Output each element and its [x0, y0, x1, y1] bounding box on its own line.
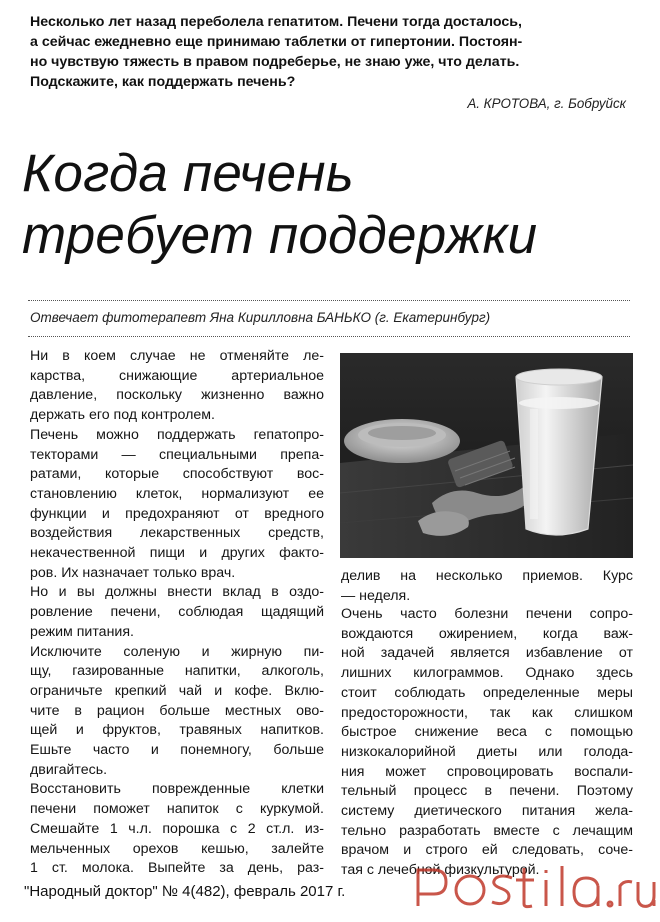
headline-line-1: Когда печень [22, 144, 354, 203]
text-line: Исключите соленую и жирную пи- [30, 643, 324, 660]
question-line: Несколько лет назад переболела гепатитом. Печени тогда досталось, [30, 14, 522, 30]
article-headline [22, 143, 642, 267]
text-line: держать его под контролем. [30, 407, 215, 424]
question-line: а сейчас ежедневно еще принимаю таблетки от гипертонии. Постоян- [30, 34, 523, 50]
expert-byline: Отвечает фитотерапевт Яна Кирилловна БАНЬКО (г. Екатеринбург) [30, 310, 491, 325]
text-line: Ни в коем случае не отменяйте ле- [30, 348, 324, 364]
text-line: Очень часто болезни печени сопро- [341, 606, 633, 622]
postila-watermark [412, 856, 660, 916]
postila-logo-icon [412, 856, 660, 916]
text-line: Печень можно поддержать гепатопро- [30, 426, 324, 443]
text-line: щу, газированные напитки, алкоголь, [30, 663, 324, 680]
text-line: 1 ст. молока. Выпейте за день, раз- [30, 860, 324, 877]
text-line: мельченных орехов кешью, залейте [30, 840, 324, 857]
question-line: Подскажите, как поддержать печень? [30, 74, 296, 90]
text-line: ровление печени, соблюдая щадящий [30, 604, 324, 621]
text-line: воздействия лекарственных средств, [30, 525, 324, 542]
photo-illustration [340, 353, 633, 558]
text-line: систему диетического питания жела- [341, 803, 633, 820]
right-column [341, 605, 633, 881]
text-line: печени поможет напиток с куркумой. [30, 801, 324, 818]
text-line: лишних килограммов. Однако здесь [341, 665, 633, 682]
text-line: функции и предохраняют от вредного [30, 505, 324, 522]
text-line: Ешьте часто и понемногу, больше [30, 742, 324, 759]
right-column-continuation [341, 567, 633, 606]
text-line: тельный процесс в печени. Поэтому [341, 783, 633, 800]
text-line: делив на несколько приемов. Курс [341, 568, 633, 584]
text-line: карства, снижающие артериальное [30, 367, 324, 384]
text-line: вождаются ожирением, когда важ- [341, 625, 633, 642]
text-line: режим питания. [30, 623, 134, 640]
text-line: быстрое снижение веса с помощью [341, 724, 633, 741]
text-line: Смешайте 1 ч.л. порошка с 2 ст.л. из- [30, 820, 324, 837]
text-line: чите в рацион больше местных ово- [30, 702, 324, 719]
text-line: щей и фруктов, травяных напитков. [30, 722, 324, 739]
dotted-divider-bottom [28, 336, 630, 337]
headline-line-2: требует поддержки [22, 206, 538, 265]
reader-question [30, 12, 630, 92]
text-line: врачом и строго ей следовать, соче- [341, 842, 633, 859]
text-line: ратами, которые способствуют вос- [30, 466, 324, 483]
dotted-divider-top [28, 300, 630, 301]
text-line: некачественной пищи и других факто- [30, 545, 324, 562]
text-line: стоит соблюдать определенные меры [341, 684, 633, 701]
text-line: — неделя. [341, 587, 411, 604]
question-line: но чувствую тяжесть в правом подреберье, не знаю уже, что делать. [30, 54, 520, 70]
text-line: тельно разработать вместе с лечащим [341, 822, 633, 839]
text-line: ров. Их назначает только врач. [30, 564, 236, 581]
text-line: предосторожности, так как слишком [341, 704, 633, 721]
text-line: становлению клеток, нормализуют ее [30, 485, 324, 502]
text-line: ной задачей является избавление от [341, 645, 633, 662]
turmeric-milk-photo [340, 353, 633, 558]
text-line: Восстановить поврежденные клетки [30, 781, 324, 798]
text-line: Но и вы должны внести вклад в оздо- [30, 584, 324, 601]
question-author: А. КРОТОВА, г. Бобруйск [467, 96, 626, 111]
text-line: тая с лечебной физкультурой. [341, 862, 540, 879]
text-line: двигайтесь. [30, 761, 108, 778]
left-column [30, 347, 324, 879]
publication-source: "Народный доктор" № 4(482), февраль 2017 г. [24, 883, 346, 900]
text-line: давление, поскольку жизненно важно [30, 387, 324, 404]
text-line: ограничьте крепкий чай и кофе. Вклю- [30, 682, 324, 699]
text-line: низкокалорийной диеты или голода- [341, 743, 633, 760]
text-line: ния может спровоцировать воспали- [341, 763, 633, 780]
text-line: текторами — специальными препа- [30, 446, 324, 463]
